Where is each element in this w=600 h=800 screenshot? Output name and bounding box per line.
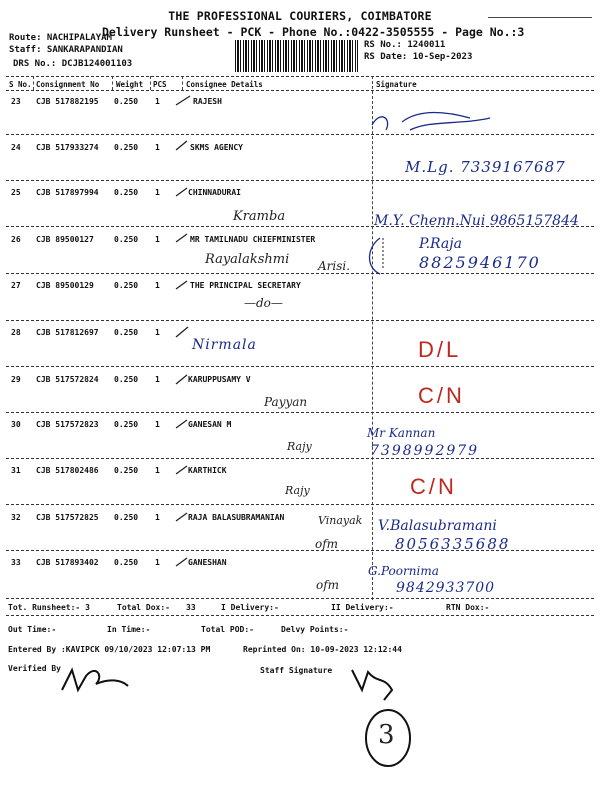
row-weight: 0.250: [114, 143, 139, 152]
row-consignee: SKMS AGENCY: [190, 143, 243, 152]
row-weight: 0.250: [114, 375, 139, 384]
row-pcs: 1: [155, 328, 160, 337]
drs-number: DRS No.: DCJB124001103: [13, 59, 133, 69]
row-sno: 26: [11, 235, 21, 244]
row-consignee: GANESAN M: [188, 420, 232, 429]
handwritten-signature: V.Balasubramani: [378, 518, 497, 534]
i-delivery: I Delivery:-: [221, 603, 279, 612]
row-consignment: CJB 517812697: [36, 328, 99, 337]
handwritten-name: Payyan: [264, 395, 308, 409]
status-cn: C/N: [410, 474, 457, 499]
handwritten-signature: M.Lg. 7339167687: [405, 158, 566, 176]
tick-mark: [176, 234, 187, 242]
row-consignee: GANESHAN: [188, 558, 227, 567]
row-weight: 0.250: [114, 328, 139, 337]
rs-number: RS No.: 1240011: [364, 40, 446, 50]
handwritten-name: Rajy: [285, 484, 310, 497]
handwritten-note: Arisi.: [318, 259, 351, 273]
row-sno: 24: [11, 143, 21, 152]
row-weight: 0.250: [114, 188, 139, 197]
row-sno: 31: [11, 466, 21, 475]
row-weight: 0.250: [114, 466, 139, 475]
handwritten-signature: G.Poornima: [368, 564, 439, 578]
row-sno: 28: [11, 328, 21, 337]
row-weight: 0.250: [114, 558, 139, 567]
handwritten-note: ofm: [316, 578, 340, 592]
page-mark: 3: [378, 720, 395, 750]
row-consignee: MR TAMILNADU CHIEFMINISTER: [190, 235, 316, 244]
out-time: Out Time:-: [8, 625, 57, 634]
row-pcs: 1: [155, 466, 160, 475]
col-signature: Signature: [376, 80, 417, 89]
tick-mark: [176, 466, 187, 474]
row-weight: 0.250: [114, 235, 139, 244]
row-pcs: 1: [155, 558, 160, 567]
tick-mark: [176, 558, 187, 566]
handwritten-name: Nirmala: [192, 337, 257, 353]
handwritten-ditto: —do—: [244, 296, 283, 310]
row-sno: 27: [11, 281, 21, 290]
row-consignment: CJB 517802486: [36, 466, 99, 475]
footer-rule: [6, 615, 594, 616]
handwritten-signature: Mr Kannan: [367, 426, 436, 440]
row-pcs: 1: [155, 188, 160, 197]
handwritten-signature: M.Y. Chenn.Nui 9865157844: [374, 213, 579, 229]
row-sno: 29: [11, 375, 21, 384]
row-sno: 32: [11, 513, 21, 522]
entered-by: Entered By :KAVIPCK 09/10/2023 12:07:13 PM: [8, 645, 211, 654]
row-sno: 30: [11, 420, 21, 429]
handwritten-note: ofm: [315, 537, 339, 551]
row-consignee: THE PRINCIPAL SECRETARY: [190, 281, 301, 290]
row-consignee: RAJA BALASUBRAMANIAN: [188, 513, 285, 522]
row-weight: 0.250: [114, 420, 139, 429]
row-consignment: CJB 517882195: [36, 97, 99, 106]
verified-signature: [62, 670, 128, 690]
row-weight: 0.250: [114, 281, 139, 290]
tick-mark: [176, 281, 187, 289]
handwritten-phone: 7398992979: [370, 443, 480, 459]
row-pcs: 1: [155, 97, 160, 106]
in-time: In Time:-: [107, 625, 151, 634]
row-consignee: RAJESH: [193, 97, 222, 106]
runsheet-subtitle: Delivery Runsheet - PCK - Phone No.:0422-3505555 - Page No.:3: [102, 25, 525, 39]
reprinted-on: Reprinted On: 10-09-2023 12:12:44: [243, 645, 402, 654]
staff-label: Staff: SANKARAPANDIAN: [9, 45, 123, 55]
staff-signature-scribble: [352, 670, 392, 700]
status-delivered: D/L: [418, 337, 462, 362]
route-label: Route: NACHIPALAYAM: [9, 33, 112, 43]
col-consignment: Consignment No: [36, 80, 100, 89]
total-pod: Total POD:-: [201, 625, 254, 634]
bracket: [370, 238, 381, 274]
staff-signature-label: Staff Signature: [260, 666, 333, 675]
tick-mark: [176, 420, 187, 428]
tick-mark: [176, 327, 188, 337]
row-consignee: CHINNADURAI: [188, 188, 241, 197]
row-sno: 23: [11, 97, 21, 106]
tick-mark: [176, 141, 187, 150]
row-sno: 25: [11, 188, 21, 197]
col-weight: Weight: [116, 80, 144, 89]
row-pcs: 1: [155, 513, 160, 522]
row-consignment: CJB 89500127: [36, 235, 94, 244]
total-dox-value: 33: [186, 603, 196, 612]
row-consignment: CJB 517897994: [36, 188, 99, 197]
row-weight: 0.250: [114, 513, 139, 522]
signature-scribble: [410, 118, 490, 130]
col-sno: S No.: [9, 80, 32, 89]
tick-mark: [176, 513, 187, 521]
verified-by: Verified By: [8, 664, 61, 673]
row-pcs: 1: [155, 375, 160, 384]
handwritten-phone: 8825946170: [419, 253, 541, 272]
handwritten-phone: 9842933700: [396, 580, 496, 596]
delvy-points: Delvy Points:-: [281, 625, 349, 634]
handwritten-name: Kramba: [233, 209, 286, 224]
row-consignment: CJB 89500129: [36, 281, 94, 290]
ii-delivery: II Delivery:-: [331, 603, 394, 612]
handwritten-signature: P.Raja: [419, 236, 462, 252]
handwritten-name: Rajy: [287, 440, 312, 453]
total-runsheet: Tot. Runsheet:- 3: [8, 603, 90, 612]
handwritten-name: Vinayak: [318, 514, 363, 527]
row-consignment: CJB 517572823: [36, 420, 99, 429]
handwritten-phone: 8056335688: [395, 535, 511, 553]
row-consignment: CJB 517572824: [36, 375, 99, 384]
col-consignee: Consignee Details: [186, 80, 263, 89]
tick-mark: [176, 375, 187, 384]
total-dox-label: Total Dox:-: [117, 603, 170, 612]
tick-mark: [176, 188, 187, 196]
row-pcs: 1: [155, 420, 160, 429]
row-pcs: 1: [155, 235, 160, 244]
tick-mark: [176, 96, 190, 105]
company-title: THE PROFESSIONAL COURIERS, COIMBATORE: [168, 9, 432, 23]
rs-date: RS Date: 10-Sep-2023: [364, 52, 473, 62]
rtn-dox: RTN Dox:-: [446, 603, 490, 612]
signature-scribble: [372, 113, 470, 131]
handwritten-name: Rayalakshmi: [205, 252, 290, 267]
row-pcs: 1: [155, 143, 160, 152]
row-consignee: KARTHICK: [188, 466, 227, 475]
row-consignment: CJB 517893402: [36, 558, 99, 567]
row-consignee: KARUPPUSAMY V: [188, 375, 251, 384]
row-sno: 33: [11, 558, 21, 567]
row-pcs: 1: [155, 281, 160, 290]
row-weight: 0.250: [114, 97, 139, 106]
col-pcs: PCS: [153, 80, 167, 89]
status-cn: C/N: [418, 383, 465, 408]
row-consignment: CJB 517933274: [36, 143, 99, 152]
row-consignment: CJB 517572825: [36, 513, 99, 522]
